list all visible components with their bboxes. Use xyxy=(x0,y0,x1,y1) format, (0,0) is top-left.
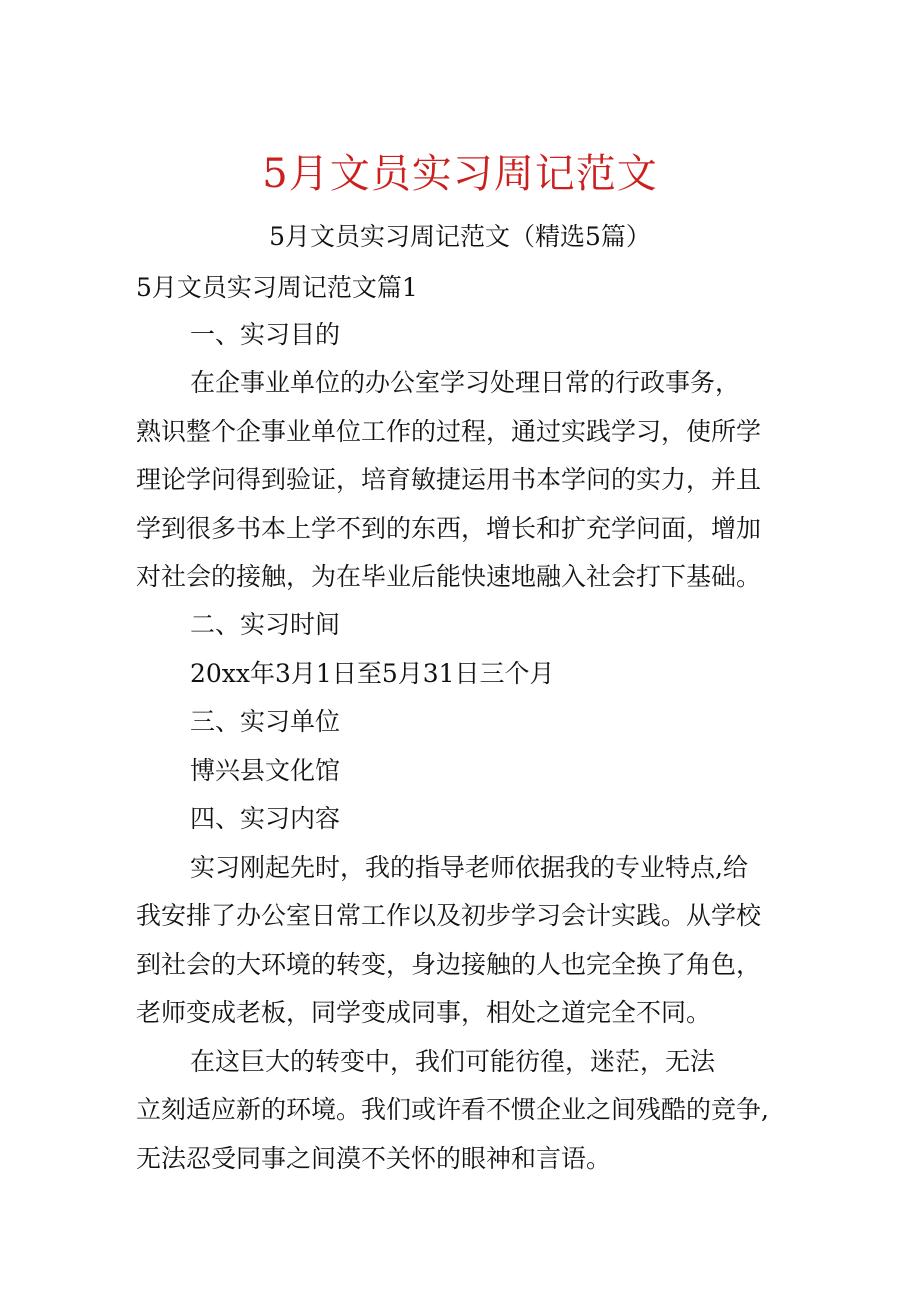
document-subtitle: 5月文员实习周记范文（精选5篇） xyxy=(269,222,651,251)
paragraph-line: 对社会的接触，为在毕业后能快速地融入社会打下基础。 xyxy=(136,562,762,591)
heading-purpose: 一、实习目的 xyxy=(190,320,341,349)
document-title: 5月文员实习周记范文 xyxy=(262,151,658,197)
paragraph-line: 立刻适应新的环境。我们或许看不惯企业之间残酷的竞争, xyxy=(136,1095,769,1124)
heading-content: 四、实习内容 xyxy=(190,804,341,833)
heading-time: 二、实习时间 xyxy=(190,610,341,639)
paragraph-line: 学到很多书本上学不到的东西，增长和扩充学问面，增加 xyxy=(136,514,762,543)
paragraph-line: 到社会的大环境的转变，身边接触的人也完全换了角色， xyxy=(136,950,762,979)
paragraph-line: 无法忍受同事之间漠不关怀的眼神和言语。 xyxy=(136,1144,612,1173)
internship-period: 20xx年3月1日至5月31日三个月 xyxy=(190,659,555,688)
paragraph-line: 理论学问得到验证，培育敏捷运用书本学问的实力，并且 xyxy=(136,465,762,494)
section-heading: 5月文员实习周记范文篇1 xyxy=(136,273,418,302)
internship-unit: 博兴县文化馆 xyxy=(190,756,341,785)
paragraph-line: 老师变成老板，同学变成同事，相处之道完全不同。 xyxy=(136,998,712,1027)
paragraph-line: 熟识整个企事业单位工作的过程，通过实践学习，使所学 xyxy=(136,417,762,446)
paragraph-line: 我安排了办公室日常工作以及初步学习会计实践。从学校 xyxy=(136,901,762,930)
paragraph-line: 实习刚起先时，我的指导老师依据我的专业特点,给 xyxy=(190,853,748,882)
paragraph-line: 在这巨大的转变中，我们可能彷徨，迷茫，无法 xyxy=(190,1047,716,1076)
paragraph-line: 在企事业单位的办公室学习处理日常的行政事务， xyxy=(190,368,741,397)
heading-unit: 三、实习单位 xyxy=(190,707,341,736)
